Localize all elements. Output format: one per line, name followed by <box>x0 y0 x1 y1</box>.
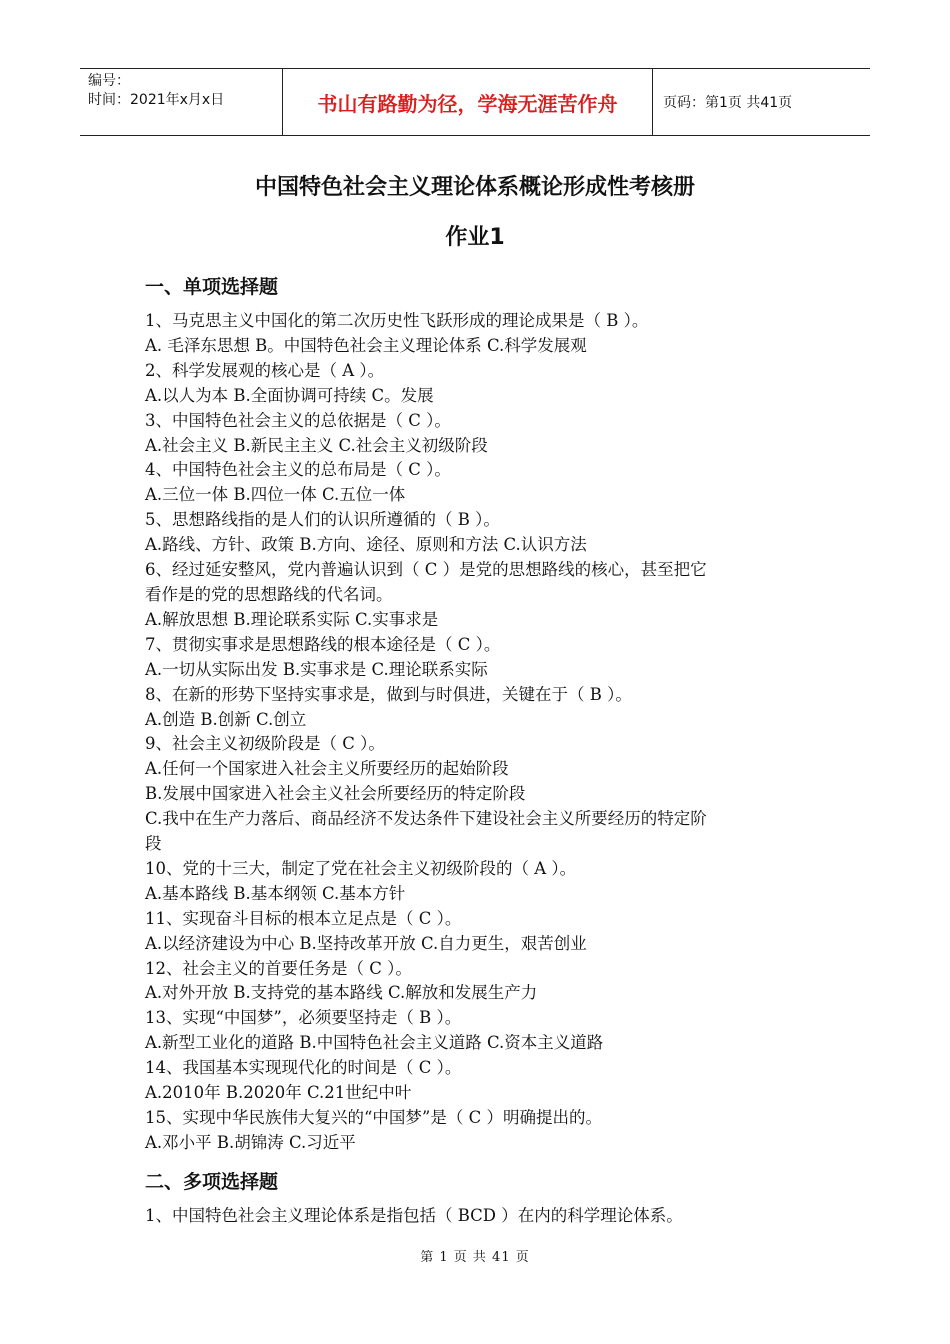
question-line: 5、思想路线指的是人们的认识所遵循的（ B ）。 <box>145 510 500 530</box>
question-line: 11、实现奋斗目标的根本立足点是（ C ）。 <box>145 908 462 928</box>
question-line: 段 <box>145 834 162 854</box>
question-line: A. 毛泽东思想 B。中国特色社会主义理论体系 C.科学发展观 <box>145 335 587 355</box>
question-line: 看作是的党的思想路线的代名词。 <box>145 584 393 604</box>
question-line: 1、中国特色社会主义理论体系是指包括（ BCD ）在内的科学理论体系。 <box>145 1206 683 1225</box>
question-line: 13、实现“中国梦”，必须要坚持走（ B ）。 <box>145 1008 462 1028</box>
section-heading-single-choice: 一、单项选择题 <box>145 276 279 298</box>
question-line: A.社会主义 B.新民主主义 C.社会主义初级阶段 <box>145 435 488 455</box>
page-footer: 第 1 页 共 41 页 <box>420 1250 530 1265</box>
header-table <box>80 68 870 136</box>
question-line: 14、我国基本实现现代化的时间是（ C ）。 <box>145 1058 462 1078</box>
question-line: 9、社会主义初级阶段是（ C ）。 <box>145 734 385 754</box>
question-line: 4、中国特色社会主义的总布局是（ C ）。 <box>145 460 451 480</box>
question-line: A.新型工业化的道路 B.中国特色社会主义道路 C.资本主义道路 <box>145 1033 604 1053</box>
question-line: A.基本路线 B.基本纲领 C.基本方针 <box>145 883 406 903</box>
question-line: A.以经济建设为中心 B.坚持改革开放 C.自力更生，艰苦创业 <box>145 933 587 953</box>
document-subtitle: 作业1 <box>445 225 505 250</box>
question-line: 15、实现中华民族伟大复兴的“中国梦”是（ C ）明确提出的。 <box>145 1108 602 1127</box>
question-line: A.三位一体 B.四位一体 C.五位一体 <box>145 485 406 505</box>
question-line: 7、贯彻实事求是思想路线的根本途径是（ C ）。 <box>145 634 501 654</box>
question-line: A.创造 B.创新 C.创立 <box>145 709 307 729</box>
question-line: 12、社会主义的首要任务是（ C ）。 <box>145 958 412 978</box>
section-heading-multi-choice: 二、多项选择题 <box>145 1171 279 1193</box>
header-info-cell <box>80 69 282 135</box>
question-line: 2、科学发展观的核心是（ A ）。 <box>145 360 385 380</box>
question-line: A.路线、方针、政策 B.方向、途径、原则和方法 C.认识方法 <box>145 535 587 555</box>
question-line: 1、马克思主义中国化的第二次历史性飞跃形成的理论成果是（ B ）。 <box>145 311 649 330</box>
question-line: A.解放思想 B.理论联系实际 C.实事求是 <box>145 609 439 629</box>
question-line: 8、在新的形势下坚持实事求是，做到与时俱进，关键在于（ B ）。 <box>145 684 632 704</box>
question-line: A.2010年 B.2020年 C.21世纪中叶 <box>145 1083 412 1103</box>
question-line: A.一切从实际出发 B.实事求是 C.理论联系实际 <box>145 659 488 679</box>
section-single-choice-body <box>145 309 825 1156</box>
section-multi-choice-body <box>145 1204 825 1229</box>
question-line: 6、经过延安整风，党内普遍认识到（ C ）是党的思想路线的核心，甚至把它 <box>145 560 707 580</box>
document-number-label: 编号： <box>88 73 130 89</box>
document-time-label: 时间：2021年x月x日 <box>88 92 225 108</box>
question-line: A.以人为本 B.全面协调可持续 C。发展 <box>145 385 434 405</box>
question-line: 3、中国特色社会主义的总依据是（ C ）。 <box>145 410 451 430</box>
question-line: 10、党的十三大，制定了党在社会主义初级阶段的（ A ）。 <box>145 858 577 878</box>
question-line: A.任何一个国家进入社会主义所要经历的起始阶段 <box>145 759 509 779</box>
header-motto: 书山有路勤为径，学海无涯苦作舟 <box>282 69 653 135</box>
question-line: A.邓小平 B.胡锦涛 C.习近平 <box>145 1132 356 1152</box>
header-page-label: 页码：第1页 共41页 <box>663 95 793 111</box>
document-title: 中国特色社会主义理论体系概论形成性考核册 <box>254 175 695 200</box>
question-line: C.我中在生产力落后、商品经济不发达条件下建设社会主义所要经历的特定阶 <box>145 809 707 829</box>
question-line: B.发展中国家进入社会主义社会所要经历的特定阶段 <box>145 784 526 804</box>
question-line: A.对外开放 B.支持党的基本路线 C.解放和发展生产力 <box>145 983 538 1003</box>
